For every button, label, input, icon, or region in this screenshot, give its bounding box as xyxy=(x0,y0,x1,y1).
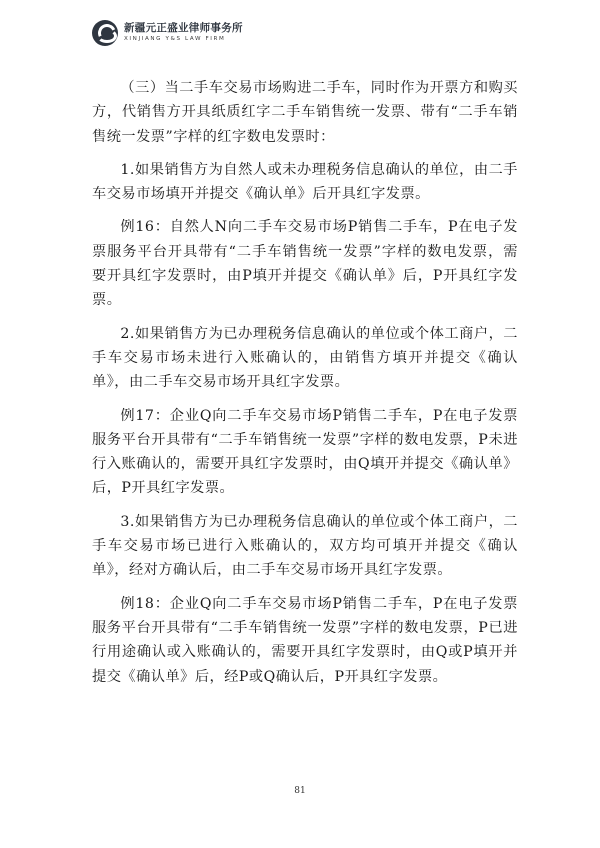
paragraph-example-16: 例16：自然人N向二手车交易市场P销售二手车，P在电子发票服务平台开具带有“二手车销售统一发票”字样的数电发票，需要开具红字发票时，由P填开并提交《确认单》后，P开具红字发票。 xyxy=(92,219,518,309)
paragraph-rule-3: 3.如果销售方为已办理税务信息确认的单位或个体工商户，二手车交易市场已进行入账确认的，双方均可填开并提交《确认单》，经对方确认后，由二手车交易市场开具红字发票。 xyxy=(92,513,518,579)
paragraph-rule-1: 1.如果销售方为自然人或未办理税务信息确认的单位，由二手车交易市场填开并提交《确认单》后开具红字发票。 xyxy=(92,161,518,203)
firm-name-chinese: 新疆元正盛业律师事务所 xyxy=(124,22,243,35)
paragraph-example-17: 例17：企业Q向二手车交易市场P销售二手车，P在电子发票服务平台开具带有“二手车销售统一发票”字样的数电发票，P未进行入账确认的，需要开具红字发票时，由Q填开并提交《确认单》后，P开具红字发票。 xyxy=(92,407,518,497)
paragraph-example-18: 例18：企业Q向二手车交易市场P销售二手车，P在电子发票服务平台开具带有“二手车销售统一发票”字样的数电发票，P已进行用途确认或入账确认的，需要开具红字发票时，由Q或P填开并提交《确认单》后，经P或Q确认后，P开具红字发票。 xyxy=(92,595,518,685)
firm-name-block xyxy=(124,23,243,42)
document-body xyxy=(92,76,518,698)
page-number: 81 xyxy=(294,786,306,796)
firm-logo xyxy=(92,20,118,46)
paragraph-section-3-intro: （三）当二手车交易市场购进二手车，同时作为开票方和购买方，代销售方开具纸质红字二手车销售统一发票、带有“二手车销售统一发票”字样的红字数电发票时： xyxy=(92,80,518,145)
paragraph-rule-2: 2.如果销售方为已办理税务信息确认的单位或个体工商户，二手车交易市场未进行入账确认的，由销售方填开并提交《确认单》，由二手车交易市场开具红字发票。 xyxy=(92,325,518,391)
firm-name-english: XINJIANG Y&S LAW FIRM xyxy=(124,35,226,42)
letterhead xyxy=(92,20,243,46)
